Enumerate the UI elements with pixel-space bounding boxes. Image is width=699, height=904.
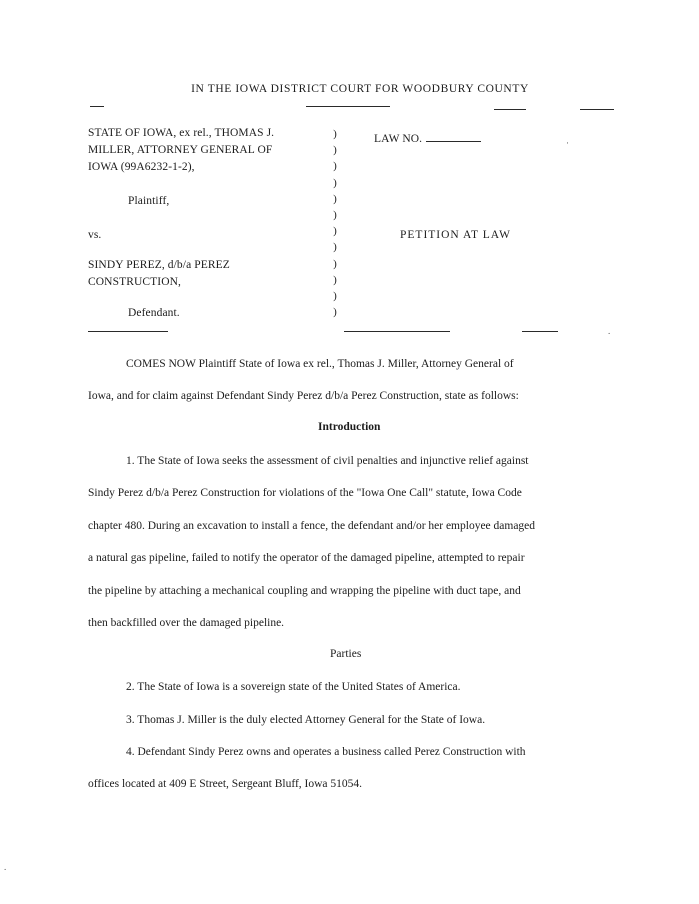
paragraph-1-line-4: a natural gas pipeline, failed to notify the operator of the damaged pipeline, attempted to repair bbox=[88, 552, 525, 564]
paragraph-1-line-6: then backfilled over the damaged pipeline. bbox=[88, 617, 285, 629]
plaintiff-role: Plaintiff, bbox=[128, 195, 170, 207]
plaintiff-line-2: MILLER, ATTORNEY GENERAL OF bbox=[88, 144, 273, 156]
plaintiff-line-3: IOWA (99A6232-1-2), bbox=[88, 161, 195, 173]
defendant-role: Defendant. bbox=[128, 307, 180, 319]
court-title: IN THE IOWA DISTRICT COURT FOR WOODBURY COUNTY bbox=[191, 83, 529, 95]
stray-mark: . bbox=[4, 862, 7, 872]
paragraph-4-line-1: 4. Defendant Sindy Perez owns and operates a business called Perez Construction with bbox=[126, 746, 526, 758]
case-number-blank bbox=[426, 130, 481, 142]
paragraph-3: 3. Thomas J. Miller is the duly elected Attorney General for the State of Iowa. bbox=[126, 714, 486, 726]
caption-rule bbox=[88, 331, 168, 332]
header-rule bbox=[306, 106, 390, 107]
paragraph-4-line-2: offices located at 409 E Street, Sergeant Bluff, Iowa 51054. bbox=[88, 778, 363, 790]
header-rule bbox=[580, 109, 614, 110]
caption-rule bbox=[522, 331, 558, 332]
paragraph-1-line-2: Sindy Perez d/b/a Perez Construction for violations of the "Iowa One Call" statute, Iowa Code bbox=[88, 487, 522, 499]
stray-mark: . bbox=[608, 326, 611, 336]
stray-mark: · bbox=[566, 138, 569, 148]
paragraph-2: 2. The State of Iowa is a sovereign state of the United States of America. bbox=[126, 681, 461, 693]
versus-label: vs. bbox=[88, 229, 102, 241]
caption-rule bbox=[344, 331, 450, 332]
header-rule bbox=[494, 109, 526, 110]
header-rule bbox=[90, 106, 104, 107]
defendant-line-1: SINDY PEREZ, d/b/a PEREZ bbox=[88, 259, 230, 271]
defendant-line-2: CONSTRUCTION, bbox=[88, 276, 181, 288]
plaintiff-line-1: STATE OF IOWA, ex rel., THOMAS J. bbox=[88, 127, 275, 139]
section-heading-parties: Parties bbox=[330, 648, 362, 660]
paragraph-1-line-1: 1. The State of Iowa seeks the assessment of civil penalties and injunctive relief against bbox=[126, 455, 529, 467]
paragraph-1-line-5: the pipeline by attaching a mechanical coupling and wrapping the pipeline with duct tape, and bbox=[88, 585, 521, 597]
intro-line-1: COMES NOW Plaintiff State of Iowa ex rel., Thomas J. Miller, Attorney General of bbox=[126, 358, 514, 370]
intro-line-2: Iowa, and for claim against Defendant Sindy Perez d/b/a Perez Construction, state as follows: bbox=[88, 390, 519, 402]
document-title: PETITION AT LAW bbox=[400, 229, 511, 241]
caption-bracket: ) ) ) ) ) ) ) ) ) ) ) ) bbox=[333, 128, 337, 319]
section-heading-introduction: Introduction bbox=[318, 421, 381, 433]
case-number bbox=[374, 130, 481, 146]
paragraph-1-line-3: chapter 480. During an excavation to install a fence, the defendant and/or her employee damaged bbox=[88, 520, 536, 532]
case-number-label: LAW NO. bbox=[374, 133, 423, 145]
